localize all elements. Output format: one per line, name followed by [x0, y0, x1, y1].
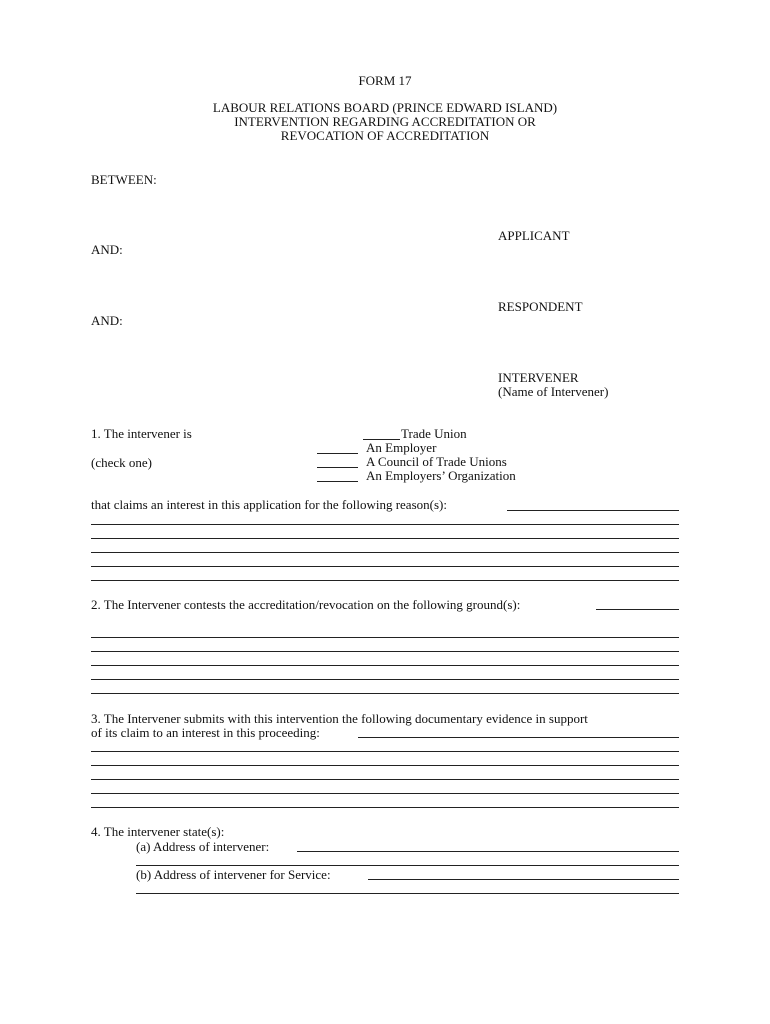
checkbox-line-employers-org[interactable] [317, 481, 358, 482]
evidence-input-inline[interactable] [358, 737, 679, 738]
grounds-input-line-4[interactable] [91, 679, 679, 680]
option-council: A Council of Trade Unions [366, 454, 507, 469]
applicant-label: APPLICANT [498, 228, 570, 243]
evidence-input-line-5[interactable] [91, 807, 679, 808]
address-b-input-line[interactable] [136, 893, 679, 894]
address-b-label: (b) Address of intervener for Service: [136, 867, 331, 882]
grounds-input-inline[interactable] [596, 609, 679, 610]
reason-input-line-4[interactable] [91, 566, 679, 567]
address-b-input-inline[interactable] [368, 879, 679, 880]
option-employers-organization: An Employers’ Organization [366, 468, 516, 483]
address-a-input-line[interactable] [136, 865, 679, 866]
form-title-line-1: LABOUR RELATIONS BOARD (PRINCE EDWARD ISLAND) [212, 100, 558, 115]
grounds-input-line-3[interactable] [91, 665, 679, 666]
section-3-line-2: of its claim to an interest in this proceeding: [91, 725, 320, 740]
check-one-note: (check one) [91, 455, 152, 470]
checkbox-line-council[interactable] [317, 467, 358, 468]
section-3-line-1: 3. The Intervener submits with this intervention the following documentary evidence in support [91, 711, 588, 726]
address-a-input-inline[interactable] [297, 851, 679, 852]
option-employer: An Employer [366, 440, 437, 455]
address-a-label: (a) Address of intervener: [136, 839, 270, 854]
evidence-input-line-2[interactable] [91, 765, 679, 766]
option-trade-union: Trade Union [401, 426, 467, 441]
section-2-label: 2. The Intervener contests the accreditation/revocation on the following ground(s): [91, 597, 521, 612]
reason-input-line-1[interactable] [91, 524, 679, 525]
and-label-1: AND: [91, 242, 123, 257]
reason-input-line-3[interactable] [91, 552, 679, 553]
respondent-label: RESPONDENT [498, 299, 583, 314]
intervener-label: INTERVENER [498, 370, 579, 385]
evidence-input-line-1[interactable] [91, 751, 679, 752]
evidence-input-line-3[interactable] [91, 779, 679, 780]
between-label: BETWEEN: [91, 172, 157, 187]
grounds-input-line-5[interactable] [91, 693, 679, 694]
section-4-label: 4. The intervener state(s): [91, 824, 225, 839]
reason-input-line-2[interactable] [91, 538, 679, 539]
checkbox-line-employer[interactable] [317, 453, 358, 454]
form-title-line-3: REVOCATION OF ACCREDITATION [280, 128, 490, 143]
section-1-label: 1. The intervener is [91, 426, 192, 441]
intervener-sub-label: (Name of Intervener) [498, 384, 609, 399]
reason-prompt: that claims an interest in this application for the following reason(s): [91, 497, 447, 512]
grounds-input-line-1[interactable] [91, 637, 679, 638]
grounds-input-line-2[interactable] [91, 651, 679, 652]
evidence-input-line-4[interactable] [91, 793, 679, 794]
reason-input-inline[interactable] [507, 510, 679, 511]
form-title-line-2: INTERVENTION REGARDING ACCREDITATION OR [234, 114, 536, 129]
and-label-2: AND: [91, 313, 123, 328]
form-number: FORM 17 [358, 73, 412, 88]
reason-input-line-5[interactable] [91, 580, 679, 581]
